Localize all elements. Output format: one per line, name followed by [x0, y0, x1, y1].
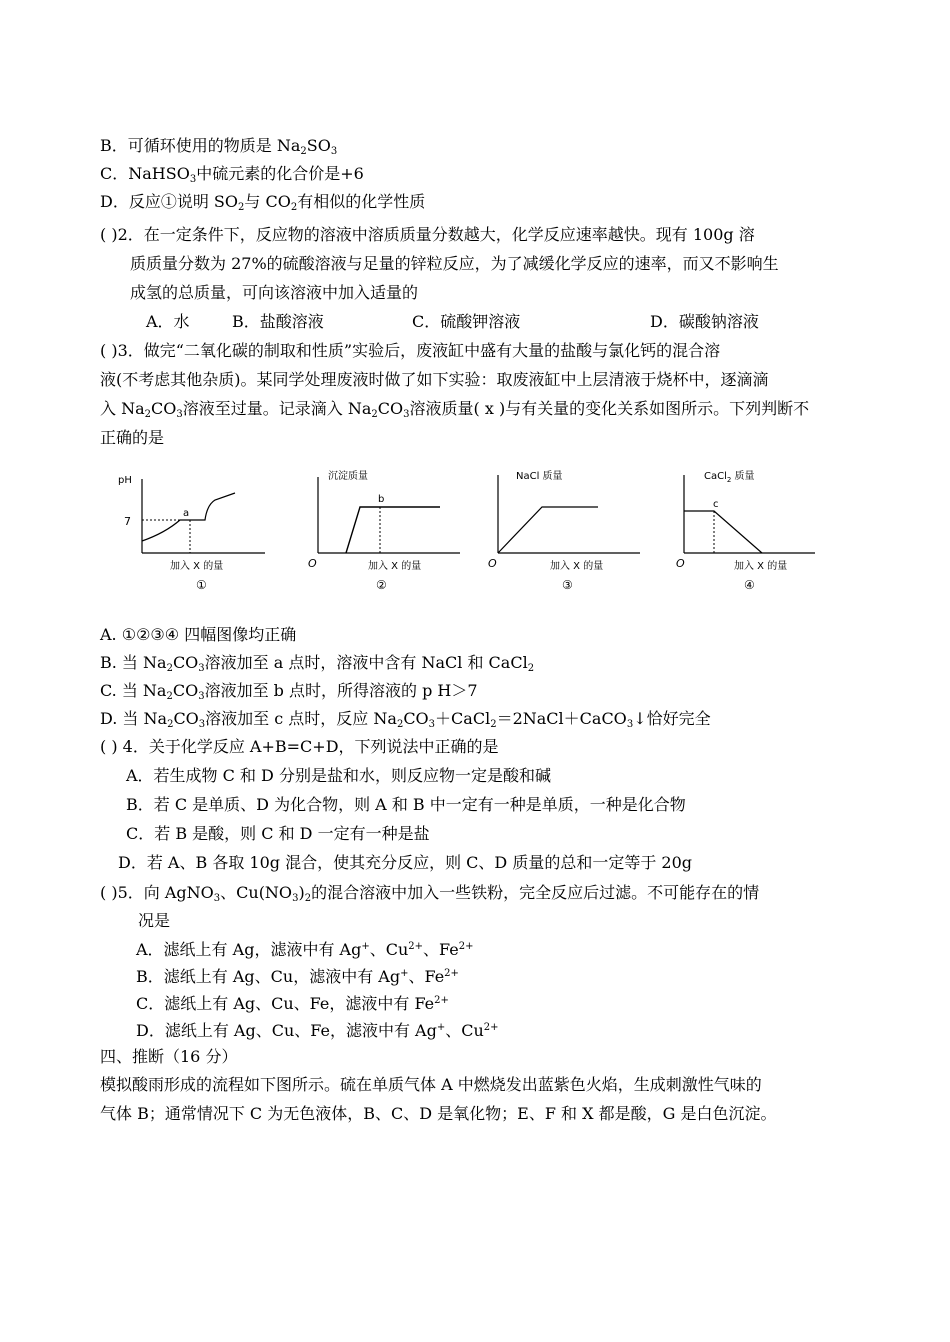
x-axis-label: 加入 X 的量: [368, 561, 422, 572]
graph-precipitate: [300, 465, 470, 595]
cacl2-line: [684, 511, 762, 553]
graph-number: ③: [562, 578, 573, 592]
q3-stem-line4: 正确的是: [100, 428, 165, 447]
q5-option-a: A．滤纸上有 Ag，滤液中有 Ag+、$Cu^{2+}$、$Fe^{2+}$: [136, 940, 474, 959]
y-axis-label: 沉淀质量: [328, 471, 368, 482]
q1-option-c: C．NaHSO$_3$中硫元素的化合价是+6: [100, 164, 364, 185]
q3-option-d: D. 当 $Na_2CO_3$溶液加至 c 点时，反应 $Na_2CO_3+CaCl_2=2NaCl+CaCO_3↓$恰好完全: [100, 709, 711, 730]
q5-stem-line2: 况是: [138, 911, 171, 930]
point-c-label: c: [713, 499, 719, 510]
q3-stem-line2: 液(不考虑其他杂质)。某同学处理废液时做了如下实验：取废液缸中上层清液于烧杯中，逐滴滴: [100, 370, 769, 389]
x-axis-label: 加入 X 的量: [550, 561, 604, 572]
q4-stem: ( ) 4．关于化学反应 A+B=C+D，下列说法中正确的是: [100, 737, 499, 756]
q3-option-a: A. ①②③④ 四幅图像均正确: [100, 625, 297, 644]
origin-label: O: [676, 557, 685, 570]
origin-label: O: [488, 557, 497, 570]
q3-option-b: B. 当 $Na_2CO_3$溶液加至 a 点时，溶液中含有 NaCl 和 CaCl$_2$: [100, 653, 535, 674]
graph-number: ④: [744, 578, 755, 592]
graph-ph: [110, 465, 280, 595]
graph-nacl: [480, 465, 650, 595]
q5-option-b: B．滤纸上有 Ag、Cu，滤液中有 Ag+、$Fe^{2+}$: [136, 967, 459, 986]
q2-options: [146, 311, 759, 333]
graph-number: ①: [196, 578, 207, 592]
point-b-label: b: [378, 494, 385, 505]
q5-option-c: C．滤纸上有 Ag、Cu、Fe，滤液中有 $Fe^{2+}$: [136, 994, 449, 1013]
q3-stem-line1: ( )3．做完“二氧化碳的制取和性质”实验后，废液缸中盛有大量的盐酸与氯化钙的混合溶: [100, 341, 721, 360]
q3-stem-line3: 入 $Na_2CO_3$溶液至过量。记录滴入 $Na_2CO_3$溶液质量( x )与有关量的变化关系如图所示。下列判断不: [100, 399, 810, 420]
q3-option-c: C. 当 $Na_2CO_3$溶液加至 b 点时，所得溶液的 p H＞7: [100, 681, 478, 702]
precipitate-line: [346, 507, 440, 553]
tick-7: 7: [124, 515, 131, 528]
graph-number: ②: [376, 578, 387, 592]
q2-stem-line2: 质质量分数为 27%的硫酸溶液与足量的锌粒反应，为了减缓化学反应的速率，而又不影响生: [130, 254, 779, 273]
point-a-label: a: [183, 508, 190, 519]
q5-stem: ( )5．向 AgNO$_3$、$Cu(NO_3)_2$的混合溶液中加入一些铁粉，完全反应后过滤。不可能存在的情: [100, 883, 760, 904]
q4-option-b: B．若 C 是单质、D 为化合物，则 A 和 B 中一定有一种是单质，一种是化合物: [126, 795, 686, 814]
q4-option-d: D．若 A、B 各取 10g 混合，使其充分反应，则 C、D 质量的总和一定等于 20g: [118, 853, 693, 872]
x-axis-label: 加入 X 的量: [170, 561, 224, 572]
graph-cacl2: [670, 465, 840, 595]
q4-option-a: A．若生成物 C 和 D 分别是盐和水，则反应物一定是酸和碱: [126, 766, 551, 785]
q2-option-b: B．盐酸溶液: [232, 312, 324, 331]
q1-option-d: D．反应①说明 $SO_2$与 $CO_2$有相似的化学性质: [100, 192, 426, 213]
section-text-line1: 模拟酸雨形成的流程如下图所示。硫在单质气体 A 中燃烧发出蓝紫色火焰，生成刺激性气味的: [100, 1075, 762, 1094]
q2-stem-line3: 成氢的总质量，可向该溶液中加入适量的: [130, 283, 419, 302]
x-axis-label: 加入 X 的量: [734, 561, 788, 572]
q2-option-c: C．硫酸钾溶液: [412, 312, 521, 331]
q2-option-a: A．水: [146, 312, 190, 331]
q2-option-d: D．碳酸钠溶液: [650, 312, 759, 331]
section-title: 四、推断（16 分）: [100, 1047, 238, 1066]
y-axis-label: NaCl 质量: [516, 471, 563, 482]
y-axis-label: pH: [118, 475, 132, 486]
nacl-line: [498, 507, 598, 553]
q1-option-b: B．可循环使用的物质是 $Na_2SO_3$: [100, 136, 338, 157]
y-axis-label: CaCl$_2$ 质量: [704, 471, 755, 484]
q5-option-d: D．滤纸上有 Ag、Cu、Fe，滤液中有 Ag+、$Cu^{2+}$: [136, 1021, 499, 1040]
origin-label: O: [308, 557, 317, 570]
q2-stem-line1: ( )2．在一定条件下，反应物的溶液中溶质质量分数越大，化学反应速率越快。现有 100g 溶: [100, 225, 755, 244]
section-text-line2: 气体 B；通常情况下 C 为无色液体，B、C、D 是氧化物；E、F 和 X 都是酸，G 是白色沉淀。: [100, 1104, 777, 1123]
q4-option-c: C．若 B 是酸，则 C 和 D 一定有一种是盐: [126, 824, 430, 843]
